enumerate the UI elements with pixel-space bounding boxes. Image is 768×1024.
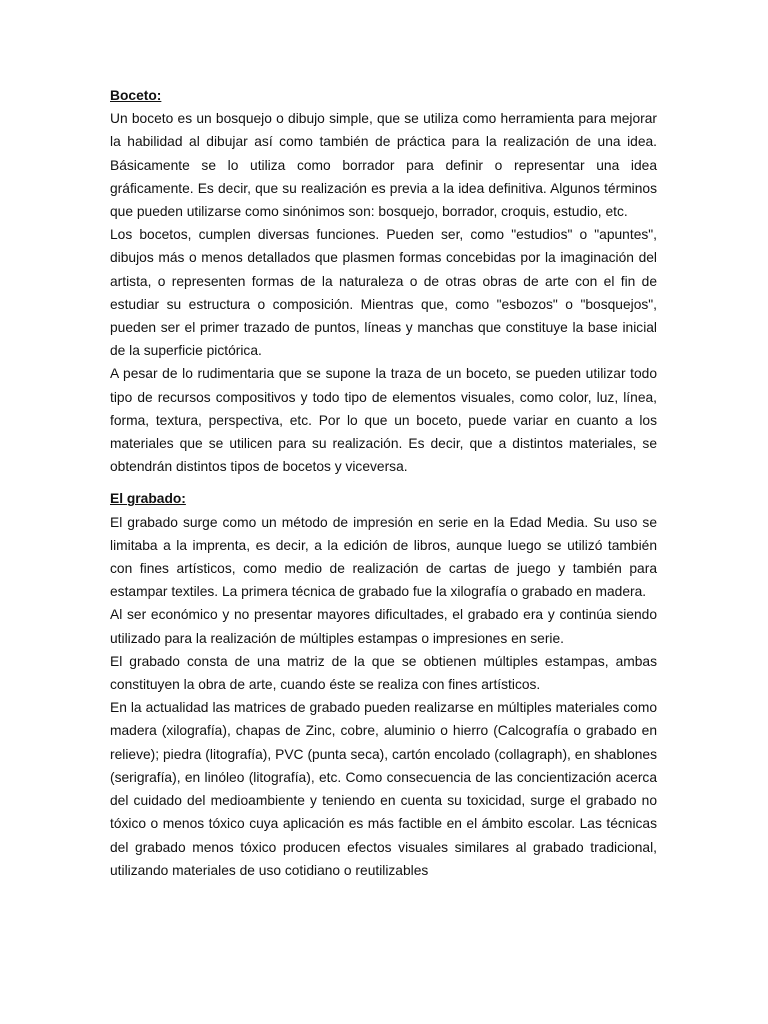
section-spacer [110,478,657,487]
paragraph: El grabado consta de una matriz de la que se obtienen múltiples estampas, ambas constituyen la obra de arte, cuando éste se realiza con fines artísticos. [110,653,657,693]
paragraph: Un boceto es un bosquejo o dibujo simple, que se utiliza como herramienta para mejorar la habilidad al dibujar así como también de práctica para la realización de una idea. Básicamente se lo utiliza como borrador para definir o representar una idea gráficamente. Es decir, que su realización es previa a la idea definitiva. Algunos términos que pueden utilizarse como sinónimos son: bosquejo, borrador, croquis, estudio, etc. [110,111,657,220]
paragraph: Al ser económico y no presentar mayores dificultades, el grabado era y continúa siendo utilizado para la realización de múltiples estampas o impresiones en serie. [110,607,657,646]
document-page [110,84,657,878]
paragraph: Los bocetos, cumplen diversas funciones. Pueden ser, como "estudios" o "apuntes", dibujos más o menos detallados que plasmen formas concebidas por la imaginación del artista, o representen formas de la naturaleza o de otras obras de arte con el fin de estudiar su estructura o composición. Mientras que, como "esbozos" o "bosquejos", pueden ser el primer trazado de puntos, líneas y manchas que constituye la base inicial de la superficie pictórica. [110,227,657,359]
section-title-boceto: Boceto: [110,88,162,103]
paragraph: En la actualidad las matrices de grabado pueden realizarse en múltiples materiales como madera (xilografía), chapas de Zinc, cobre, aluminio o hierro (Calcografía o grabado en relieve); piedra (litografía), PVC (punta seca), cartón encolado (collagraph), en shablones (serigrafía), en linóleo (litografía), etc. Como consecuencia de las concientización acerca del cuidado del medioambiente y teniendo en cuenta su toxicidad, surge el grabado no tóxico o menos tóxico cuya aplicación es más factible en el ámbito escolar. Las técnicas del grabado menos tóxico producen efectos visuales similares al grabado tradicional, utilizando materiales de uso cotidiano o reutilizables [110,700,657,878]
section-title-grabado: El grabado: [110,491,186,507]
paragraph: El grabado surge como un método de impresión en serie en la Edad Media. Su uso se limitaba a la imprenta, es decir, a la edición de libros, aunque luego se utilizó también con fines artísticos, como medio de realización de cartas de juego y también para estampar textiles. La primera técnica de grabado fue la xilografía o grabado en madera. [110,514,657,600]
paragraph: A pesar de lo rudimentaria que se supone la traza de un boceto, se pueden utilizar todo tipo de recursos compositivos y todo tipo de elementos visuales, como color, luz, línea, forma, textura, perspectiva, etc. Por lo que un boceto, puede variar en cuanto a los materiales que se utilicen para su realización. Es decir, que a distintos materiales, se obtendrán distintos tipos de bocetos y viceversa. [110,366,657,475]
